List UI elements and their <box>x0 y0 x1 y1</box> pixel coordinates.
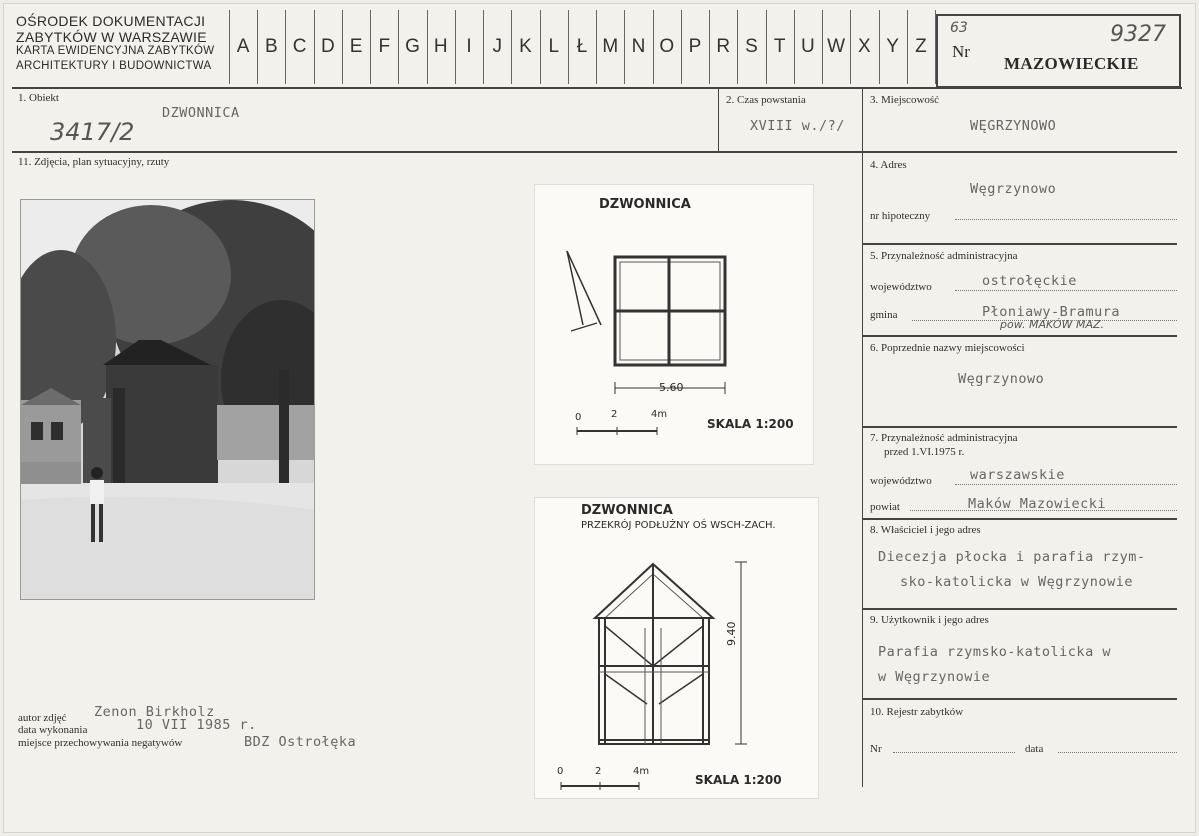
data-wykonania-value: 10 VII 1985 r. <box>136 717 257 733</box>
obiekt-label: 1. Obiekt <box>18 92 59 104</box>
przed-label-2: przed 1.VI.1975 r. <box>884 446 965 458</box>
powiat-line <box>910 510 1177 511</box>
plan-scale-tick-4m: 4m <box>651 409 668 420</box>
plan-scale-tick-0: 0 <box>575 412 582 423</box>
alphabet-letter: Z <box>915 36 927 57</box>
section-subtitle: PRZEKRÓJ PODŁUŻNY OŚ WSCH-ZACH. <box>581 520 776 531</box>
uzytkownik-line2: w Węgrzynowie <box>878 669 991 685</box>
section-scale-tick-0: 0 <box>557 766 564 777</box>
institution-name <box>16 14 228 75</box>
section-drawing <box>534 497 819 799</box>
institution-line2: ZABYTKÓW W WARSZAWIE <box>16 29 207 45</box>
section-scale-tick-4m: 4m <box>633 766 650 777</box>
plan-scale-tick-2: 2 <box>611 409 618 420</box>
nr-handwritten-top: 63 <box>950 20 968 36</box>
alphabet-letter: K <box>519 36 532 57</box>
alphabet-letter: M <box>602 36 619 57</box>
wojewodztwo-value: ostrołęckie <box>982 273 1077 289</box>
row-divider-4 <box>862 243 1177 245</box>
alphabet-letter: F <box>378 36 391 57</box>
autor-value: Zenon Birkholz <box>94 704 215 720</box>
nr-handwritten-value: 9327 <box>1110 22 1166 47</box>
row-divider-5 <box>862 335 1177 337</box>
miejscowosc-value: WĘGRZYNOWO <box>970 118 1057 134</box>
wlasciciel-line1: Diecezja płocka i parafia rzym- <box>878 549 1146 565</box>
hipoteczny-line <box>955 219 1177 220</box>
rejestr-nr-label: Nr <box>870 743 882 755</box>
miejsce-label: miejsce przechowywania negatywów <box>18 737 183 749</box>
plan-dimension: 5.60 <box>659 381 684 394</box>
row-divider-7 <box>862 518 1177 520</box>
zdjecia-label: 11. Zdjęcia, plan sytuacyjny, rzuty <box>18 156 170 168</box>
adres-value: Węgrzynowo <box>970 181 1057 197</box>
gmina-value: Płoniawy-Bramura <box>982 304 1121 320</box>
col-divider-main <box>862 89 863 787</box>
wojewodztwo-label: województwo <box>870 281 932 293</box>
poprzednie-value: Węgrzynowo <box>958 371 1045 387</box>
wlasciciel-label: 8. Właściciel i jego adres <box>870 524 981 536</box>
alphabet-letter: C <box>292 36 307 57</box>
czas-label: 2. Czas powstania <box>726 94 806 106</box>
section-scale-label: SKALA 1:200 <box>695 773 782 787</box>
alphabet-letter: I <box>466 36 472 57</box>
miejsce-value: BDZ Ostrołęka <box>244 734 357 750</box>
section-scale-tick-2: 2 <box>595 766 602 777</box>
data-wykonania-label: data wykonania <box>18 724 88 736</box>
gmina-line <box>912 320 1177 321</box>
przed-label-1: 7. Przynależność administracyjna <box>870 432 1018 444</box>
rejestr-data-label: data <box>1025 743 1044 755</box>
alphabet-letter: H <box>433 36 448 57</box>
alphabet-letter: Ł <box>576 36 588 57</box>
alphabet-letter: B <box>265 36 278 57</box>
section-drawing-svg <box>535 498 820 800</box>
section-dimension: 9.40 <box>725 621 738 646</box>
region-label: MAZOWIECKIE <box>1004 54 1139 73</box>
alphabet-letter: O <box>659 36 675 57</box>
col-divider-1 <box>718 89 719 151</box>
rejestr-data-line <box>1058 752 1177 753</box>
wojewodztwo-line <box>955 290 1177 291</box>
number-box <box>936 14 1181 88</box>
alphabet-letter: N <box>631 36 646 57</box>
section-title: DZWONNICA <box>581 503 673 518</box>
alphabet-letter: P <box>688 36 702 57</box>
miejscowosc-label: 3. Miejscowość <box>870 94 940 106</box>
autor-label: autor zdjęć <box>18 712 67 724</box>
obiekt-value: DZWONNICA <box>162 105 240 121</box>
row-divider-8 <box>862 608 1177 610</box>
wojewodztwo2-line <box>955 484 1177 485</box>
institution-line3: KARTA EWIDENCYJNA ZABYTKÓW <box>16 45 215 57</box>
alphabet-letter: U <box>801 36 815 57</box>
belfry-photo-image <box>21 200 315 600</box>
gmina-handwritten: pow. MAKÓW MAZ. <box>1000 318 1105 331</box>
alphabet-letter: W <box>827 36 846 57</box>
wojewodztwo2-value: warszawskie <box>970 467 1065 483</box>
header-divider <box>12 87 1182 89</box>
institution-line4: ARCHITEKTURY I BUDOWNICTWA <box>16 59 212 72</box>
row-divider-9 <box>862 698 1177 700</box>
uzytkownik-line1: Parafia rzymsko-katolicka w <box>878 644 1111 660</box>
poprzednie-label: 6. Poprzednie nazwy miejscowości <box>870 342 1025 354</box>
uzytkownik-label: 9. Użytkownik i jego adres <box>870 614 989 626</box>
alphabet-letter: S <box>745 36 758 57</box>
rejestr-label: 10. Rejestr zabytków <box>870 706 964 718</box>
wlasciciel-line2: sko-katolicka w Węgrzynowie <box>900 574 1133 590</box>
alphabet-letter: Y <box>886 36 899 57</box>
wojewodztwo2-label: województwo <box>870 475 932 487</box>
row-divider-6 <box>862 426 1177 428</box>
plan-title: DZWONNICA <box>599 197 691 212</box>
plan-scale-label: SKALA 1:200 <box>707 417 794 431</box>
alphabet-letter: R <box>716 36 731 57</box>
alphabet-letter: D <box>320 36 335 57</box>
alphabet-letter: L <box>548 36 560 57</box>
row-divider-1 <box>12 151 1177 153</box>
przynaleznosc-label: 5. Przynależność administracyjna <box>870 250 1018 262</box>
adres-label: 4. Adres <box>870 159 907 171</box>
hipoteczny-label: nr hipoteczny <box>870 210 931 222</box>
powiat-value: Maków Mazowiecki <box>968 496 1107 512</box>
alphabet-letter: A <box>236 36 250 57</box>
alphabet-letter: T <box>773 36 786 57</box>
obiekt-handwritten: 3417/2 <box>50 118 135 146</box>
alphabet-letter: X <box>858 36 871 57</box>
belfry-photo <box>20 199 315 600</box>
powiat-label: powiat <box>870 501 900 513</box>
alphabet-letter: G <box>405 36 420 57</box>
czas-value: XVIII w./?/ <box>750 118 845 134</box>
alphabet-letter: E <box>349 36 363 57</box>
nr-label: Nr <box>952 42 970 61</box>
alphabet-letter: J <box>492 36 503 57</box>
plan-drawing <box>534 184 814 465</box>
institution-line1: OŚRODEK DOKUMENTACJI <box>16 13 206 29</box>
gmina-label: gmina <box>870 309 898 321</box>
rejestr-nr-line <box>893 752 1015 753</box>
